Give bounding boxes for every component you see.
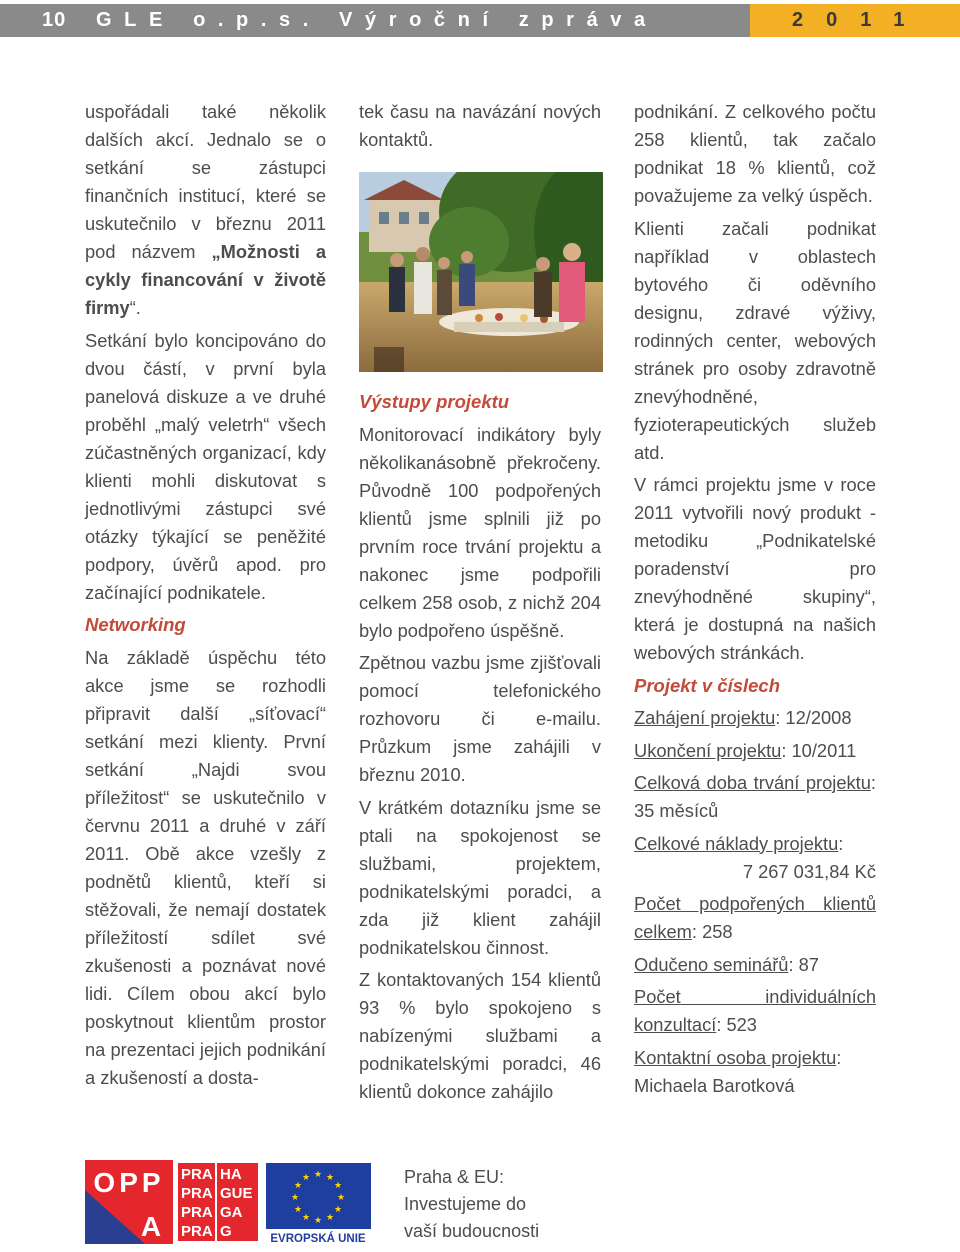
- column-left: [85, 98, 326, 1096]
- event-name: „Možnosti a cykly financování v životě firmy: [85, 241, 327, 318]
- fact-label: Počet individuálních konzultací: [634, 986, 876, 1035]
- fact-label: Celková doba trvání projektu: [634, 772, 871, 793]
- fact-clients: [634, 890, 876, 946]
- page-number: 10: [42, 9, 67, 31]
- fact-value: : 258: [691, 921, 733, 942]
- section-heading-outputs: Výstupy projektu: [359, 391, 510, 412]
- paragraph-event-description: Setkání bylo koncipováno do dvou částí, v první byla panelová diskuze a ve druhé proběhl „malý veletrh“ všech zúčastněných organizací, kdy klienti mohli diskutovat s jednotlivými zástupci své otázky týkající se peněžité podpory, úvěrů apod. pro začínající podnikatele.: [85, 329, 326, 603]
- page-header: [0, 4, 960, 37]
- praha-logo-text: PRA: [181, 1204, 213, 1221]
- fact-label: Počet podpořených klientů celkem: [634, 893, 876, 942]
- paragraph-continued: tek času na navázání nových kontaktů.: [359, 101, 601, 150]
- paragraph-questionnaire: V krátkém dotazníku jsme se ptali na spokojenost se službami, projektem, podnikatelskými poradci, a zda již klient zahájil podnikatelskou činnost.: [359, 796, 601, 958]
- svg-text:★: ★: [301, 1173, 311, 1183]
- fact-seminars: [634, 951, 876, 979]
- paragraph-business-start: podnikání. Z celkového počtu 258 klientů, tak začalo podnikat 18 % klientů, což považujeme za velký úspěch.: [634, 101, 876, 206]
- praha-logo-text: GUE: [220, 1185, 253, 1202]
- slogan-line: Praha & EU:: [404, 1167, 505, 1187]
- fact-costs-amount: 7 267 031,84 Kč: [742, 860, 876, 882]
- svg-text:★: ★: [290, 1193, 300, 1203]
- fact-value: :: [838, 832, 844, 854]
- svg-text:★: ★: [313, 1170, 323, 1180]
- paragraph-networking: Na základě úspěchu této akce jsme se rozhodli připravit další „síťovací“ setkání mezi klienty. První setkání „Najdi svou příležitost“ se uskutečnilo v červnu 2011 a druhé v září 2011. Obě akce vzešly z podnětů klientů, kteří si stěžovali, že nemají dostatek příležitostí sdílet své zkušenosti a poznávat nové lidi. Cílem obou akcí bylo poskytnout klientům prostor na prezentaci jejich podnikání a zkušeností a dosta-: [85, 646, 326, 1088]
- svg-text:★: ★: [336, 1193, 346, 1203]
- praha-logo-text: HA: [220, 1166, 242, 1183]
- svg-text:★: ★: [301, 1213, 311, 1223]
- slogan-line: vaší budoucnosti: [404, 1221, 540, 1241]
- footer-slogan: [404, 1164, 604, 1245]
- header-year-box: [750, 4, 960, 37]
- paragraph-satisfaction: Z kontaktovaných 154 klientů 93 % bylo spokojeno s nabízenými službami a podnikatelskými poradci, 46 klientů dokonce zahájilo: [359, 969, 601, 1102]
- section-heading-project-numbers: Projekt v číslech: [634, 674, 781, 696]
- eu-logo-label: EVROPSKÁ UNIE: [270, 1233, 366, 1245]
- report-year: 2011: [792, 9, 928, 31]
- praha-logo-text: PRA: [181, 1223, 213, 1240]
- column-middle: [359, 98, 601, 1111]
- paragraph-business-fields: Klienti začali podnikat například v oblastech bytového či oděvního designu, zdravé výživy, rodinných center, webových stránek pro osoby zdravotně znevýhodněné, fyzioterapeutických služeb atd.: [634, 217, 876, 463]
- oppa-logo-text-top: OPP: [93, 1167, 165, 1198]
- fact-label: Zahájení projektu: [634, 707, 776, 728]
- section-heading-networking: Networking: [85, 614, 186, 635]
- oppa-logo: [85, 1160, 173, 1244]
- paragraph-indicators: Monitorovací indikátory byly několikanásobně překročeny. Původně 100 podpořených klientů jsme splnili již po prvním roce trvání projektu a nakonec jsme podpořili celkem 258 osob, z nichž 204 bylo podpořeno úspěšně.: [359, 423, 601, 641]
- fact-label: Kontaktní osoba projektu: [634, 1046, 837, 1068]
- fact-duration: [634, 769, 876, 825]
- fact-value: : 87: [788, 953, 819, 975]
- document-title: GLE o.p.s. Výroční zpráva: [96, 9, 658, 31]
- praha-logo-text: G: [220, 1223, 232, 1240]
- paragraph-new-product: V rámci projektu jsme v roce 2011 vytvořili nový produkt - metodiku „Podnikatelské poradenství pro znevýhodněné skupiny“, která je dostupná na našich webových stránkách.: [634, 474, 876, 663]
- svg-text:★: ★: [325, 1213, 335, 1223]
- fact-value: : 12/2008: [775, 707, 852, 728]
- paragraph-feedback: Zpětnou vazbu jsme zjišťovali pomocí telefonického rozhovoru či e-mailu. Průzkum jsme zahájili v březnu 2010.: [359, 652, 601, 785]
- contact-name: Michaela Barotková: [634, 1074, 795, 1096]
- slogan-line: Investujeme do: [404, 1194, 527, 1214]
- eu-logo: [266, 1163, 371, 1245]
- fact-label: Odučeno seminářů: [634, 953, 789, 975]
- fact-value: :: [836, 1046, 842, 1068]
- svg-text:★: ★: [293, 1205, 303, 1215]
- svg-text:★: ★: [333, 1205, 343, 1215]
- praha-logo-text: PRA: [181, 1185, 213, 1202]
- fact-label: Ukončení projektu: [634, 739, 782, 761]
- praha-logo-text: GA: [220, 1204, 243, 1221]
- fact-end: [634, 737, 876, 765]
- column-right: [634, 98, 876, 1104]
- fact-start: [634, 704, 876, 732]
- event-photo: [359, 172, 603, 372]
- fact-value: : 523: [716, 1014, 757, 1035]
- header-title-bar: [0, 4, 750, 37]
- fact-value: : 10/2011: [781, 739, 857, 761]
- oppa-logo-text-bottom: A: [140, 1211, 162, 1242]
- svg-text:★: ★: [313, 1216, 323, 1226]
- paragraph-event-intro: uspořádali také několik dalších akcí. Jednalo se o setkání se zástupci finančních institucí, které se uskutečnilo v březnu 2011 pod názvem „Možnosti a cykly financování v životě firmy“.: [85, 101, 327, 318]
- svg-text:★: ★: [293, 1181, 303, 1191]
- fact-value: : 35 měsíců: [634, 772, 876, 821]
- fact-label: Celkové náklady projektu: [634, 832, 839, 854]
- fact-contact: [634, 1044, 876, 1072]
- svg-text:★: ★: [325, 1173, 335, 1183]
- fact-costs: [634, 830, 876, 858]
- svg-text:★: ★: [333, 1181, 343, 1191]
- praha-logo-text: PRA: [181, 1166, 213, 1183]
- praha-logo: [178, 1163, 258, 1241]
- page-footer: [0, 1160, 960, 1252]
- fact-consultations: [634, 983, 876, 1039]
